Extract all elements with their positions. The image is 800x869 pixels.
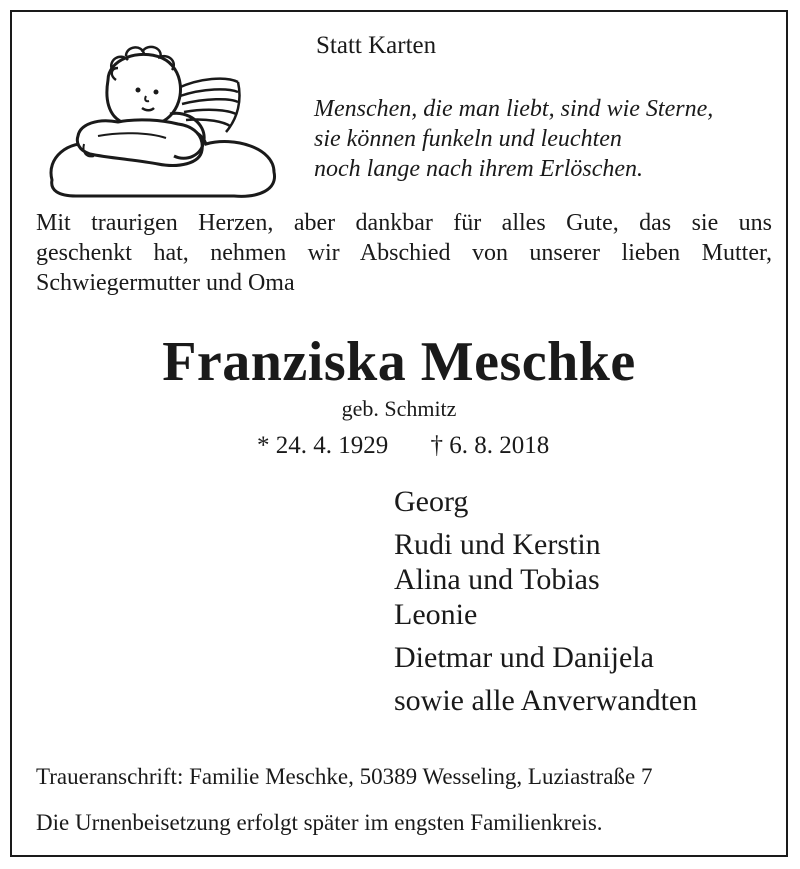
mourners-list xyxy=(394,484,697,726)
intro-line: geschenkt hat, nehmen wir Abschied von unserer lieben Mutter, xyxy=(36,240,772,266)
death-date: † 6. 8. 2018 xyxy=(430,432,550,459)
mourner-line: Leonie xyxy=(394,598,478,631)
mourner-line: Rudi und Kerstin xyxy=(394,528,601,561)
poem-line: sie können funkeln und leuchten xyxy=(314,126,622,152)
poem-quote xyxy=(314,94,713,184)
mourner-line: sowie alle Anverwandten xyxy=(394,684,698,717)
burial-note: Die Urnenbeisetzung erfolgt später im engsten Familienkreis. xyxy=(36,810,603,835)
mourner-line: Georg xyxy=(394,485,469,518)
mourner-group xyxy=(394,640,697,675)
obituary-notice xyxy=(10,10,788,857)
deceased-name: Franziska Meschke xyxy=(162,331,636,393)
header-statt-karten: Statt Karten xyxy=(316,32,437,59)
mourner-group xyxy=(394,527,697,632)
poem-line: noch lange nach ihrem Erlöschen. xyxy=(314,156,644,182)
poem-line: Menschen, die man liebt, sind wie Sterne, xyxy=(314,96,714,122)
intro-line: Schwiegermutter und Oma xyxy=(36,270,295,296)
intro-line: Mit traurigen Herzen, aber dankbar für alles Gute, das sie uns xyxy=(36,210,772,236)
mourner-group xyxy=(394,484,697,519)
mourning-address: Traueranschrift: Familie Meschke, 50389 Wesseling, Luziastraße 7 xyxy=(36,764,653,789)
intro-text xyxy=(36,208,772,298)
mourner-group xyxy=(394,683,697,718)
life-dates xyxy=(257,432,549,460)
birth-date: * 24. 4. 1929 xyxy=(257,432,389,459)
mourner-line: Dietmar und Danijela xyxy=(394,641,654,674)
maiden-name: geb. Schmitz xyxy=(341,396,457,421)
cherub-on-cloud-icon xyxy=(38,40,288,200)
mourner-line: Alina und Tobias xyxy=(394,563,600,596)
